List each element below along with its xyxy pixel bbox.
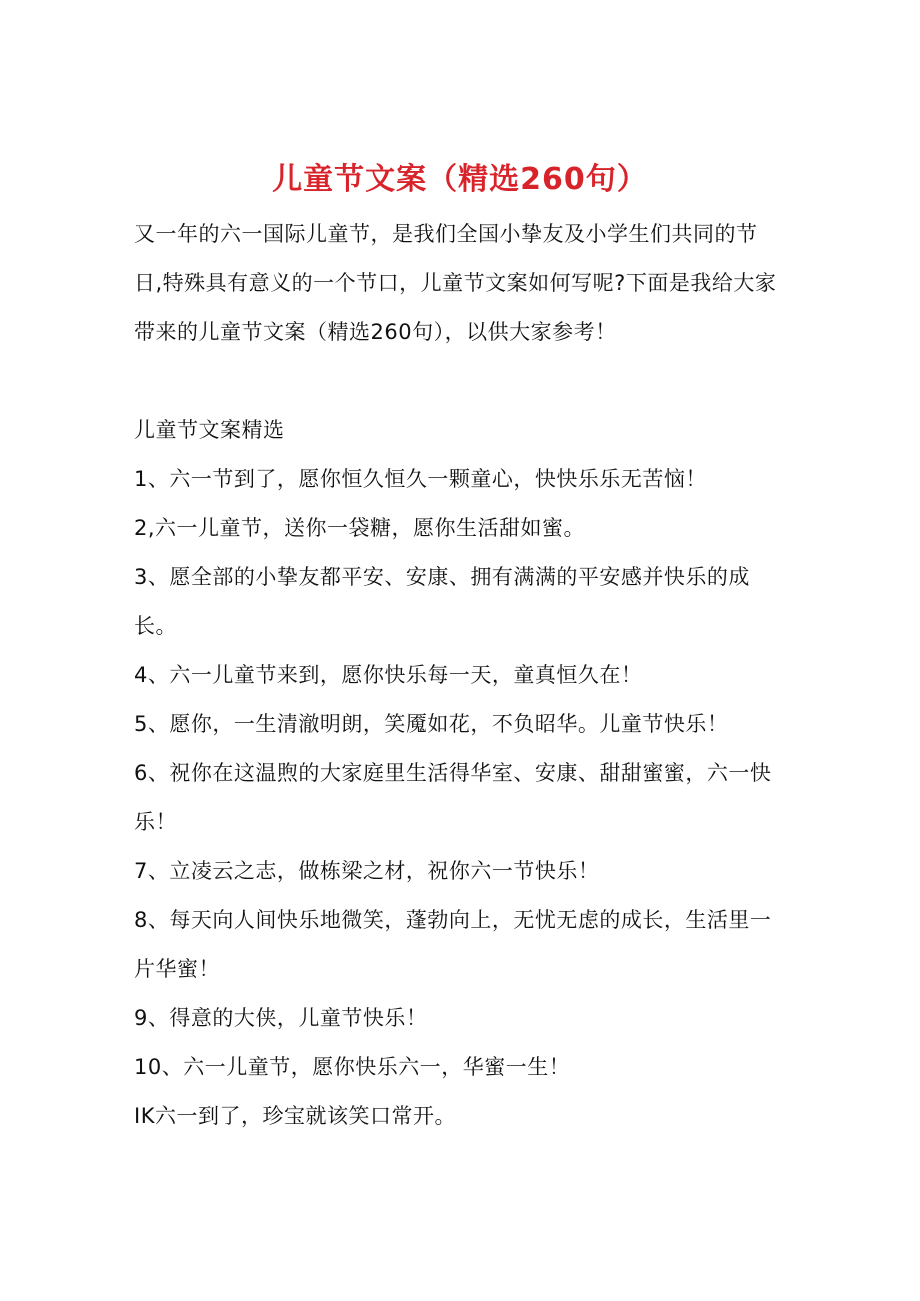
quote-list	[134, 455, 794, 1141]
document-title: 儿童节文案（精选260句）	[272, 162, 648, 198]
list-item: 5、愿你，一生清澈明朗，笑魇如花，不负昭华。儿童节快乐！	[134, 712, 729, 736]
list-item: 7、立凌云之志，做栋梁之材，祝你六一节快乐！	[134, 859, 600, 883]
list-item: 3、愿全部的小挚友都平安、安康、拥有满满的平安感并快乐的成 长。	[134, 565, 750, 638]
section-heading: 儿童节文案精选	[134, 418, 285, 442]
list-item: 9、得意的大侠，儿童节快乐！	[134, 1006, 428, 1030]
list-item: 1、六一节到了，愿你恒久恒久一颗童心，快快乐乐无苦恼！	[134, 467, 707, 491]
list-item: 10、六一儿童节，愿你快乐六一，华蜜一生！	[134, 1055, 571, 1079]
list-item: 8、每天向人间快乐地微笑，蓬勃向上，无忧无虑的成长，生活里一 片华蜜！	[134, 908, 772, 981]
list-item: 2,六一儿童节，送你一袋糖，愿你生活甜如蜜。	[134, 516, 586, 540]
list-item: 6、祝你在这温煦的大家庭里生活得华室、安康、甜甜蜜蜜，六一快 乐！	[134, 761, 772, 834]
intro-paragraph: 又一年的六一国际儿童节，是我们全国小挚友及小学生们共同的节 日,特殊具有意义的一个节口，儿童节文案如何写呢?下面是我给大家 带来的儿童节文案（精选260句），以供大家参考！	[134, 222, 777, 344]
list-item: 4、六一儿童节来到，愿你快乐每一天，童真恒久在！	[134, 663, 643, 687]
document-body	[134, 210, 794, 1141]
list-item: IK六一到了，珍宝就该笑口常开。	[134, 1104, 456, 1128]
